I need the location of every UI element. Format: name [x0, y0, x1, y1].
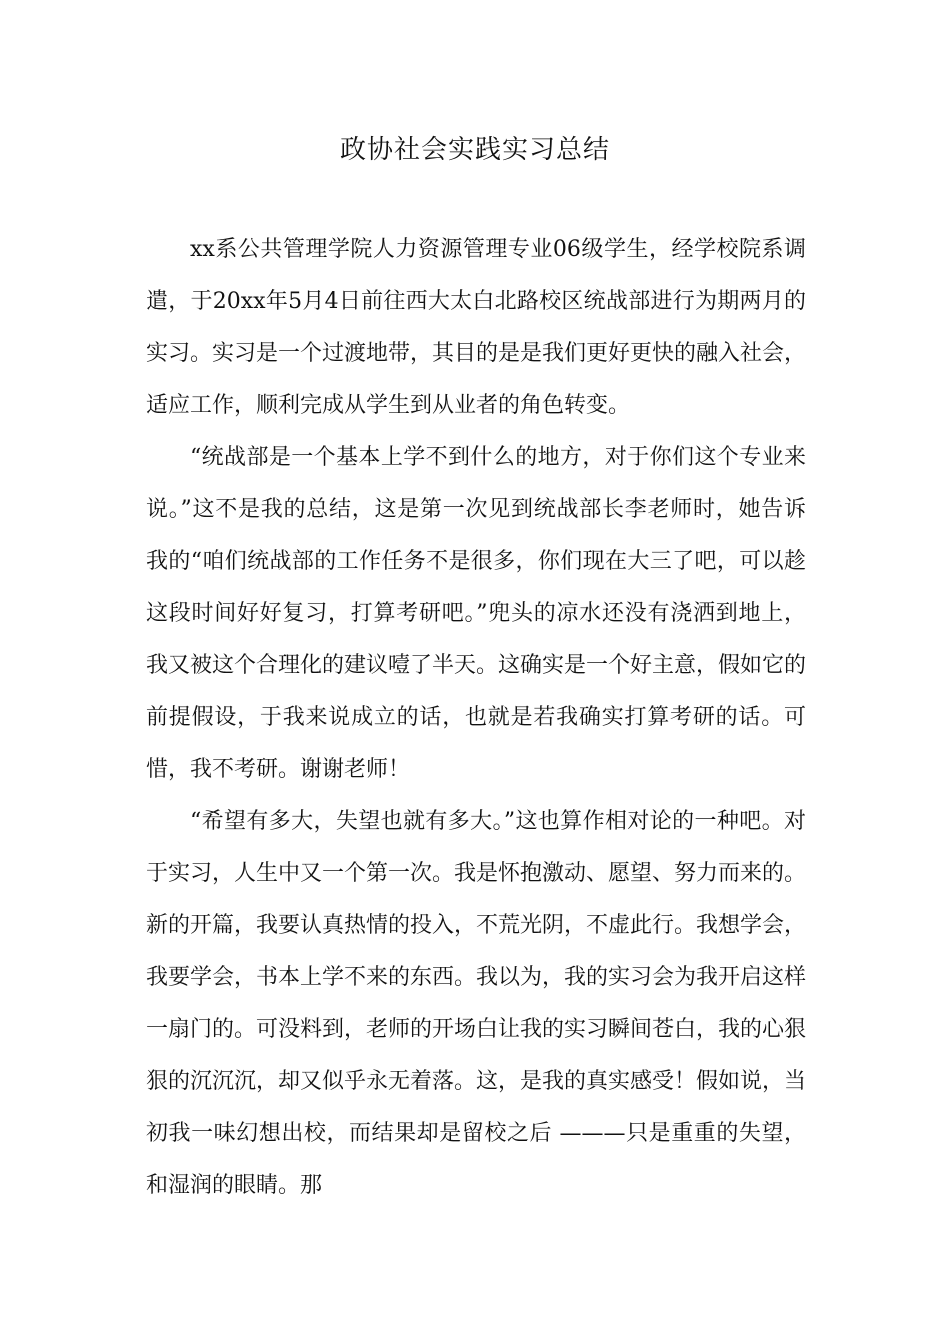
document-title: 政协社会实践实习总结 — [339, 135, 610, 165]
paragraph-2: “统战部是一个基本上学不到什么的地方，对于你们这个专业来说。”这不是我的总结，这是第一次见到统战部长李老师时，她告诉我的“咱们统战部的工作任务不是很多，你们现在大三了吧，可以趁这段时间好好复习，打算考研吧。”兜头的凉水还没有浇洒到地上，我又被这个合理化的建议噎了半天。这确实是一个好主意，假如它的前提假设，于我来说成立的话，也就是若我确实打算考研的话。可惜，我不考研。谢谢老师！ — [146, 445, 807, 782]
document-body — [146, 224, 806, 1212]
paragraph-1: xx系公共管理学院人力资源管理专业06级学生，经学校院系调遣，于20xx年5月4日前往西大太白北路校区统战部进行为期两月的实习。实习是一个过渡地带，其目的是是我们更好更快的融入社会，适应工作，顺利完成从学生到从业者的角色转变。 — [146, 237, 807, 418]
paragraph-3: “希望有多大，失望也就有多大。”这也算作相对论的一种吧。对于实习，人生中又一个第一次。我是怀抱激动、愿望、努力而来的。新的开篇，我要认真热情的投入，不荒光阴，不虚此行。我想学会，我要学会，书本上学不来的东西。我以为，我的实习会为我开启这样一扇门的。可没料到，老师的开场白让我的实习瞬间苍白，我的心狠狠的沉沉沉，却又似乎永无着落。这，是我的真实感受！假如说，当初我一味幻想出校，而结果却是留校之后 ———只是重重的失望，和湿润的眼睛。那 — [146, 809, 807, 1198]
